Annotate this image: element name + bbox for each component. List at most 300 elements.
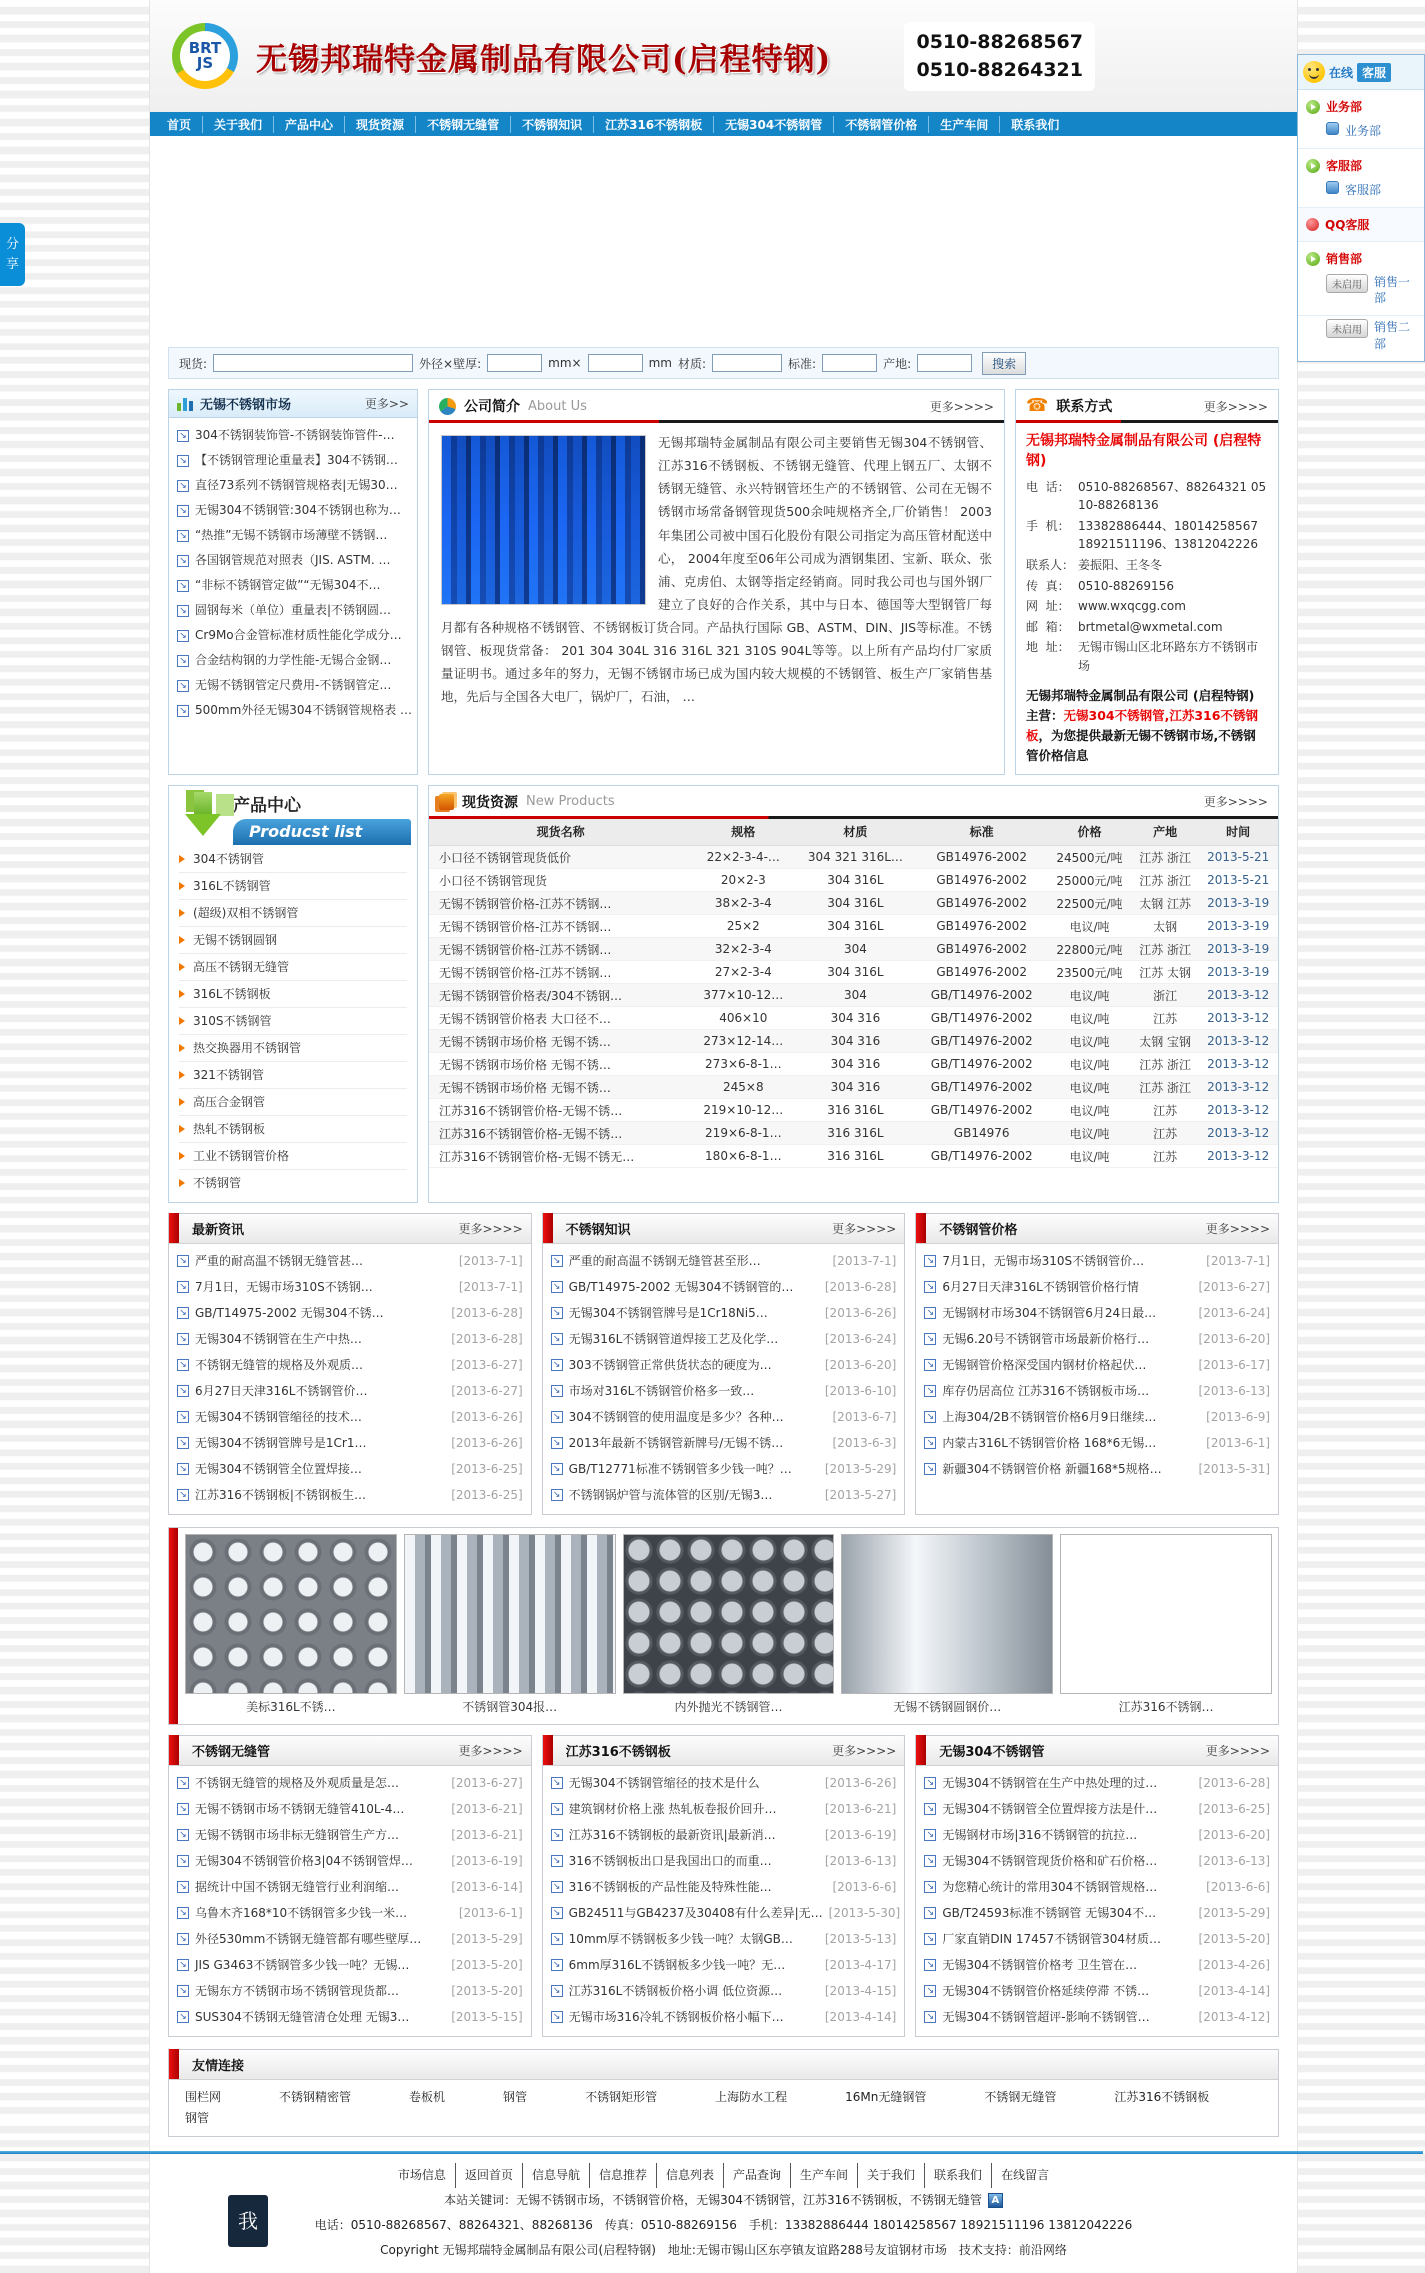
contact-row: 手 机： 13382886444、18014258567 18921511196、13812042226	[1026, 518, 1258, 552]
list-item: ↘ 厂家直销DIN 17457不锈钢管304材质… [2013-5-20]	[924, 1926, 1270, 1952]
stock-date-cell: 2013-3-12	[1198, 1099, 1278, 1122]
arrow-bullet-icon	[177, 1255, 189, 1267]
stock-spec-cell: 219×6-8-1…	[692, 1122, 794, 1145]
stock-name-input[interactable]	[213, 354, 413, 372]
arrow-bullet-icon	[177, 430, 189, 442]
arrow-bullet-icon	[924, 1881, 936, 1893]
arrow-bullet-icon	[177, 580, 189, 592]
gallery-item[interactable]	[841, 1534, 1053, 1720]
wall-thickness-input[interactable]	[588, 354, 643, 372]
outer-diameter-input[interactable]	[487, 354, 542, 372]
service-contact-sales1[interactable]: 未启用 销售一部	[1298, 271, 1424, 316]
gallery-item[interactable]	[404, 1534, 616, 1720]
phone-number-2: 0510-88264321	[916, 59, 1083, 81]
orange-arrow-icon	[179, 936, 185, 944]
footer-nav-item[interactable]: 产品查询	[723, 2163, 790, 2188]
arrow-bullet-icon	[177, 1855, 189, 1867]
friend-link[interactable]: 钢管	[503, 2089, 528, 2104]
market-more-link[interactable]: 更多>>	[364, 397, 409, 411]
about-body	[429, 423, 1004, 719]
nav-item[interactable]: 不锈钢无缝管	[415, 116, 510, 133]
stock-material-cell: 304 316L	[794, 892, 916, 915]
stock-origin-cell: 江苏	[1132, 1122, 1198, 1145]
nav-item[interactable]: 现货资源	[344, 116, 415, 133]
footer-nav-item[interactable]: 生产车间	[790, 2163, 857, 2188]
arrow-bullet-icon	[924, 1855, 936, 1867]
list-item: ↘ 304不锈钢管的使用温度是多少？各种… [2013-6-7]	[551, 1404, 897, 1430]
list-item: ↘ 无锡6.20号不锈钢管市场最新价格行… [2013-6-20]	[924, 1326, 1270, 1352]
news-more-link[interactable]: 更多>>>>	[458, 1221, 523, 1236]
header-phones	[904, 22, 1095, 91]
nav-item[interactable]: 无锡304不锈钢管	[713, 116, 833, 133]
market-list-item[interactable]: ↘ Cr9Mo合金管标准材质性能化学成分…	[177, 623, 409, 648]
market-list-item[interactable]: ↘ “热推”无锡不锈钢市场薄壁不锈钢…	[177, 523, 409, 548]
stock-date-cell: 2013-3-19	[1198, 915, 1278, 938]
news-box-price	[915, 1213, 1279, 1515]
stock-origin-cell: 江苏 浙江	[1132, 1053, 1198, 1076]
stock-material-cell: 316 316L	[794, 1145, 916, 1168]
bottom-box-title: 无锡304不锈钢管	[939, 1744, 1045, 1760]
stock-date-cell: 2013-5-21	[1198, 846, 1278, 869]
content-row-1	[168, 389, 1279, 775]
product-center-subtitle: Producst list	[233, 819, 411, 845]
footer-nav-item[interactable]: 返回首页	[455, 2163, 522, 2188]
bottom-more-link[interactable]: 更多>>>>	[458, 1743, 523, 1758]
stock-name-cell[interactable]: 无锡不锈钢市场价格 无锡不锈…	[429, 1053, 692, 1076]
news-more-link[interactable]: 更多>>>>	[832, 1221, 897, 1236]
qq-person-icon	[1306, 218, 1319, 231]
disabled-badge: 未启用	[1326, 319, 1368, 338]
list-item: ↘ 316不锈钢板出口是我国出口的而重… [2013-6-13]	[551, 1848, 897, 1874]
stock-origin-cell: 江苏	[1132, 1007, 1198, 1030]
arrow-bullet-icon	[551, 1985, 563, 1997]
service-kefu-label: 客服	[1357, 63, 1391, 82]
stock-origin-cell: 江苏	[1132, 1099, 1198, 1122]
friend-link[interactable]: 钢管	[185, 2110, 210, 2125]
arrow-bullet-icon	[551, 1933, 563, 1945]
news-box-knowledge	[542, 1213, 906, 1515]
stock-date-cell: 2013-3-12	[1198, 1076, 1278, 1099]
stock-price-cell: 电议/吨	[1047, 984, 1132, 1007]
friend-links-box	[168, 2049, 1279, 2137]
friend-link[interactable]: 不锈钢无缝管	[984, 2089, 1057, 2104]
stock-name-cell[interactable]: 小口径不锈钢管现货低价	[429, 846, 692, 869]
news-more-link[interactable]: 更多>>>>	[1205, 1221, 1271, 1236]
stock-spec-cell: 406×10	[692, 1007, 794, 1030]
online-service-panel	[1297, 54, 1425, 362]
stock-column-header: 规格	[692, 819, 794, 846]
standard-input[interactable]	[822, 354, 877, 372]
market-list-item[interactable]: ↘ 304不锈钢装饰管-不锈钢装饰管件-…	[177, 423, 409, 448]
contact-row: 网 址： www.wxqcgg.com	[1026, 599, 1186, 614]
summary-suffix: ，为您提供最新无锡不锈钢市场,不锈钢管价格信息	[1026, 727, 1256, 763]
bottom-box-header	[169, 1736, 531, 1766]
stock-more-link[interactable]: 更多>>>>	[1203, 795, 1268, 810]
contact-row: 电 话： 0510-88268567、88264321 0510-88268136	[1026, 479, 1267, 513]
stock-origin-cell: 江苏 太钢	[1132, 961, 1198, 984]
contact-company-name: 无锡邦瑞特金属制品有限公司 (启程特钢)	[1026, 433, 1262, 470]
phone-icon: ☎	[1026, 395, 1049, 416]
material-input[interactable]	[712, 354, 782, 372]
arrow-bullet-icon	[177, 705, 189, 717]
contact-summary	[1026, 686, 1268, 766]
stock-standard-cell: GB14976-2002	[916, 846, 1047, 869]
list-item: ↘ 6mm厚316L不锈钢板多少钱一吨？无… [2013-4-17]	[551, 1952, 897, 1978]
table-row	[429, 892, 1278, 915]
stock-origin-cell: 江苏 浙江	[1132, 846, 1198, 869]
table-row	[429, 869, 1278, 892]
market-list-item[interactable]: ↘ 【不锈钢管理论重量表】304不锈钢…	[177, 448, 409, 473]
arrow-bullet-icon	[551, 1281, 563, 1293]
orange-arrow-icon	[179, 1071, 185, 1079]
list-item: ↘ 无锡不锈钢市场不锈钢无缝管410L-4… [2013-6-21]	[177, 1796, 523, 1822]
arrow-bullet-icon	[177, 455, 189, 467]
friend-link[interactable]: 上海防水工程	[715, 2089, 788, 2104]
about-box-title-en: About Us	[528, 398, 587, 414]
market-list-item[interactable]: ↘ “非标不锈钢管定做”“无锡304不…	[177, 573, 409, 598]
table-row	[429, 1053, 1278, 1076]
stock-standard-cell: GB/T14976-2002	[916, 1007, 1047, 1030]
stock-date-cell: 2013-3-12	[1198, 1122, 1278, 1145]
product-list-item[interactable]: 不锈钢管	[179, 1170, 407, 1196]
list-item: ↘ 10mm厚不锈钢板多少钱一吨？太钢GB… [2013-5-13]	[551, 1926, 897, 1952]
market-list-item[interactable]: ↘ 500mm外径无锡304不锈钢管规格表 …	[177, 698, 409, 723]
list-item: ↘ GB/T14975-2002 无锡304不锈… [2013-6-28]	[177, 1300, 523, 1326]
arrow-bullet-icon	[177, 530, 189, 542]
gallery-item[interactable]	[185, 1534, 397, 1720]
arrow-bullet-icon	[551, 1307, 563, 1319]
main-container	[150, 0, 1297, 2273]
table-row	[429, 915, 1278, 938]
service-contact-sales2[interactable]: 未启用 销售二部	[1298, 316, 1424, 360]
arrow-bullet-icon	[177, 480, 189, 492]
product-photo	[841, 1534, 1053, 1694]
arrow-bullet-icon	[177, 1907, 189, 1919]
product-center-header	[169, 786, 417, 844]
list-item: ↘ 无锡304不锈钢管超评-影响不锈钢管… [2013-4-12]	[924, 2004, 1270, 2030]
footer-nav-item[interactable]: 信息导航	[522, 2163, 589, 2188]
stock-price-cell: 25000元/吨	[1047, 869, 1132, 892]
friend-link[interactable]: 卷板机	[409, 2089, 446, 2104]
list-item: ↘ 7月1日，无锡市场310S不锈钢… [2013-7-1]	[177, 1274, 523, 1300]
stock-date-cell: 2013-3-19	[1198, 961, 1278, 984]
stock-price-cell: 电议/吨	[1047, 1122, 1132, 1145]
stock-date-cell: 2013-5-21	[1198, 869, 1278, 892]
list-item: ↘ 建筑钢材价格上涨 热轧板卷报价回升… [2013-6-21]	[551, 1796, 897, 1822]
friend-link[interactable]: 16Mn无缝钢管	[845, 2089, 927, 2104]
list-item: ↘ 6月27日天津316L不锈钢管价… [2013-6-27]	[177, 1378, 523, 1404]
product-list-item[interactable]: 316L不锈钢板	[179, 981, 407, 1008]
stock-name-cell[interactable]: 无锡不锈钢管价格表/304不锈钢…	[429, 984, 692, 1007]
nav-item[interactable]: 联系我们	[999, 116, 1070, 133]
stock-origin-cell: 江苏 浙江	[1132, 1076, 1198, 1099]
service-section-sales: 销售部	[1298, 242, 1424, 271]
list-item: ↘ 无锡304不锈钢管牌号是1Cr18Ni5… [2013-6-26]	[551, 1300, 897, 1326]
news-box-latest	[168, 1213, 532, 1515]
about-box-header	[429, 390, 1004, 420]
product-list-item[interactable]: 工业不锈钢管价格	[179, 1143, 407, 1170]
arrow-bullet-icon	[177, 1463, 189, 1475]
friend-link[interactable]: 不锈钢精密管	[279, 2089, 352, 2104]
product-center-box	[168, 785, 418, 1203]
translate-icon[interactable]: A	[988, 2193, 1003, 2208]
news-row	[168, 1213, 1279, 1515]
footer-nav-item[interactable]: 信息推荐	[589, 2163, 656, 2188]
qq-icon	[1326, 181, 1339, 194]
stock-price-cell: 电议/吨	[1047, 1053, 1132, 1076]
stock-price-cell: 电议/吨	[1047, 1099, 1132, 1122]
product-list-item[interactable]: (超级)双相不锈钢管	[179, 900, 407, 927]
arrow-bullet-icon	[924, 1933, 936, 1945]
nav-item[interactable]: 生产车间	[928, 116, 999, 133]
friend-link[interactable]: 江苏316不锈钢板	[1114, 2089, 1210, 2104]
page-title: 无锡邦瑞特金属制品有限公司(启程特钢)	[256, 41, 832, 78]
footer-nav-item[interactable]: 联系我们	[924, 2163, 991, 2188]
product-list-item[interactable]: 321不锈钢管	[179, 1062, 407, 1089]
list-item: ↘ 无锡东方不锈钢市场不锈钢管现货都… [2013-5-20]	[177, 1978, 523, 2004]
table-row	[429, 1099, 1278, 1122]
stock-name-cell[interactable]: 无锡不锈钢管价格-江苏不锈钢…	[429, 938, 692, 961]
news-box-title: 不锈钢知识	[565, 1222, 631, 1238]
stock-name-cell[interactable]: 无锡不锈钢管价格-江苏不锈钢…	[429, 892, 692, 915]
friend-link[interactable]: 围栏网	[185, 2089, 222, 2104]
news-box-header	[543, 1214, 905, 1244]
product-list-item[interactable]: 热轧不锈钢板	[179, 1116, 407, 1143]
stock-standard-cell: GB/T14976-2002	[916, 1099, 1047, 1122]
orange-arrow-icon	[179, 909, 185, 917]
contact-more-link[interactable]: 更多>>>>	[1203, 399, 1268, 414]
nav-item[interactable]: 首页	[167, 117, 192, 132]
product-photo	[185, 1534, 397, 1694]
stock-material-cell: 304 316	[794, 1076, 916, 1099]
service-contact-business[interactable]: 业务部	[1298, 119, 1424, 149]
stock-origin-cell: 江苏 浙江	[1132, 938, 1198, 961]
stock-name-cell[interactable]: 江苏316不锈钢管价格-无锡不锈…	[429, 1099, 692, 1122]
search-button[interactable]: 搜索	[982, 352, 1026, 375]
stock-material-cell: 304 316L	[794, 869, 916, 892]
arrow-bullet-icon	[551, 1359, 563, 1371]
contact-box	[1015, 389, 1279, 775]
stock-spec-cell: 22×2-3-4-…	[692, 846, 794, 869]
qq-service-row[interactable]: QQ客服	[1298, 208, 1424, 242]
arrow-bullet-icon	[924, 1829, 936, 1841]
stock-box-title-en: New Products	[526, 794, 615, 810]
arrow-bullet-icon	[177, 1959, 189, 1971]
product-list-item[interactable]: 316L不锈钢管	[179, 873, 407, 900]
stock-material-cell: 304 316L	[794, 915, 916, 938]
arrow-bullet-icon	[551, 1463, 563, 1475]
stock-origin-cell: 江苏 浙江	[1132, 869, 1198, 892]
origin-input[interactable]	[917, 354, 972, 372]
gallery-caption: 无锡不锈钢圆钢价…	[893, 1699, 1002, 1714]
arrow-bullet-icon	[924, 1463, 936, 1475]
nav-item[interactable]: 关于我们	[202, 116, 273, 133]
keywords-label: 本站关键词：	[444, 2192, 517, 2207]
table-row	[429, 1030, 1278, 1053]
arrow-bullet-icon	[924, 1255, 936, 1267]
stock-material-cell: 316 316L	[794, 1122, 916, 1145]
stock-name-cell[interactable]: 小口径不锈钢管现货	[429, 869, 692, 892]
gallery-item[interactable]	[623, 1534, 835, 1720]
nav-item[interactable]: 不锈钢知识	[510, 116, 593, 133]
stock-price-cell: 电议/吨	[1047, 1145, 1132, 1168]
arrow-bullet-icon	[551, 1907, 563, 1919]
gallery-caption: 内外抛光不锈钢管…	[674, 1699, 783, 1714]
table-row	[429, 1122, 1278, 1145]
list-item: ↘ 新疆304不锈钢管价格 新疆168*5规格… [2013-5-31]	[924, 1456, 1270, 1482]
about-more-link[interactable]: 更多>>>>	[929, 399, 994, 414]
stock-spec-cell: 38×2-3-4	[692, 892, 794, 915]
stock-material-cell: 316 316L	[794, 1099, 916, 1122]
stock-price-cell: 22800元/吨	[1047, 938, 1132, 961]
arrow-bullet-icon	[177, 1333, 189, 1345]
bottom-row	[168, 1735, 1279, 2037]
stock-date-cell: 2013-3-19	[1198, 938, 1278, 961]
stock-box-title: 现货资源	[462, 794, 518, 811]
orange-arrow-icon	[179, 1098, 185, 1106]
bottom-more-link[interactable]: 更多>>>>	[832, 1743, 897, 1758]
bottom-box-304pipe	[915, 1735, 1279, 2037]
list-item: ↘ 316不锈钢板的产品性能及特殊性能… [2013-6-6]	[551, 1874, 897, 1900]
arrow-bullet-icon	[924, 1777, 936, 1789]
product-list-item[interactable]: 310S不锈钢管	[179, 1008, 407, 1035]
product-list-item[interactable]: 高压合金钢管	[179, 1089, 407, 1116]
nav-item[interactable]: 产品中心	[273, 116, 344, 133]
stock-name-cell[interactable]: 无锡不锈钢市场价格 无锡不锈…	[429, 1076, 692, 1099]
arrow-bullet-icon	[177, 1359, 189, 1371]
market-list-item[interactable]: ↘ 各国钢管规范对照表（JIS. ASTM. …	[177, 548, 409, 573]
bottom-more-link[interactable]: 更多>>>>	[1205, 1743, 1271, 1758]
arrow-bullet-icon	[551, 1255, 563, 1267]
arrow-bullet-icon	[551, 1437, 563, 1449]
contact-row: 地 址： 无锡市锡山区北环路东方不锈钢市场	[1026, 640, 1259, 673]
list-item: ↘ 江苏316不锈钢板|不锈钢板生… [2013-6-25]	[177, 1482, 523, 1508]
stock-spec-cell: 273×6-8-1…	[692, 1053, 794, 1076]
arrow-bullet-icon	[177, 605, 189, 617]
arrow-bullet-icon	[551, 1803, 563, 1815]
arrow-bullet-icon	[924, 1359, 936, 1371]
friend-link[interactable]: 不锈钢矩形管	[585, 2089, 658, 2104]
list-item: ↘ 严重的耐高温不锈钢无缝管甚… [2013-7-1]	[177, 1248, 523, 1274]
orange-arrow-icon	[179, 1044, 185, 1052]
stock-standard-cell: GB14976-2002	[916, 892, 1047, 915]
bar-chart-icon	[177, 397, 193, 411]
stock-column-header: 价格	[1047, 819, 1132, 846]
stock-spec-cell: 27×2-3-4	[692, 961, 794, 984]
product-list-item[interactable]: 高压不锈钢无缝管	[179, 954, 407, 981]
stock-box-header	[429, 786, 1278, 816]
about-box-title: 公司简介	[464, 399, 520, 415]
stock-name-cell[interactable]: 无锡不锈钢管价格-江苏不锈钢…	[429, 961, 692, 984]
list-item: ↘ 不锈钢无缝管的规格及外观质… [2013-6-27]	[177, 1352, 523, 1378]
product-list-item[interactable]: 304不锈钢管	[179, 846, 407, 873]
stock-name-cell[interactable]: 无锡不锈钢市场价格 无锡不锈…	[429, 1030, 692, 1053]
footer-nav-item[interactable]: 信息列表	[656, 2163, 723, 2188]
stock-name-cell[interactable]: 无锡不锈钢管价格表 大口径不…	[429, 1007, 692, 1030]
arrow-bullet-icon	[177, 1985, 189, 1997]
gallery-item[interactable]	[1060, 1534, 1272, 1720]
arrow-bullet-icon	[551, 1385, 563, 1397]
footer-nav-item[interactable]: 市场信息	[397, 2167, 446, 2182]
stock-name-cell[interactable]: 江苏316不锈钢管价格-无锡不锈…	[429, 1122, 692, 1145]
stock-standard-cell: GB/T14976-2002	[916, 984, 1047, 1007]
stock-date-cell: 2013-3-12	[1198, 1007, 1278, 1030]
list-item: ↘ 乌鲁木齐168*10不锈钢管多少钱一米… [2013-6-1]	[177, 1900, 523, 1926]
orange-arrow-icon	[179, 1125, 185, 1133]
list-item: ↘ 市场对316L不锈钢管价格多一致… [2013-6-10]	[551, 1378, 897, 1404]
footer-nav-item[interactable]: 在线留言	[991, 2163, 1058, 2188]
stock-origin-cell: 太钢 宝钢	[1132, 1030, 1198, 1053]
nav-item[interactable]: 江苏316不锈钢板	[593, 116, 713, 133]
list-item: ↘ 为您精心统计的常用304不锈钢管规格… [2013-6-6]	[924, 1874, 1270, 1900]
product-list-item[interactable]: 无锡不锈钢圆钢	[179, 927, 407, 954]
stock-spec-cell: 219×10-12…	[692, 1099, 794, 1122]
stock-name-cell[interactable]: 无锡不锈钢管价格-江苏不锈钢…	[429, 915, 692, 938]
table-row	[429, 984, 1278, 1007]
bottom-box-title: 江苏316不锈钢板	[565, 1744, 671, 1760]
disabled-badge: 未启用	[1326, 274, 1368, 293]
market-list-item[interactable]: ↘ 无锡不锈钢管定尺费用-不锈钢管定…	[177, 673, 409, 698]
gallery-caption: 美标316L不锈…	[246, 1699, 336, 1714]
list-item: ↘ 2013年最新不锈钢管新牌号/无锡不锈… [2013-6-3]	[551, 1430, 897, 1456]
stock-standard-cell: GB/T14976-2002	[916, 1076, 1047, 1099]
arrow-bullet-icon	[177, 1281, 189, 1293]
list-item: ↘ GB/T14975-2002 无锡304不锈钢管的… [2013-6-28]	[551, 1274, 897, 1300]
share-tab[interactable]: 分享	[0, 223, 25, 286]
gallery-caption: 江苏316不锈钢…	[1118, 1699, 1214, 1714]
product-list	[169, 844, 417, 1202]
arrow-bullet-icon	[924, 1411, 936, 1423]
stock-name-cell[interactable]: 江苏316不锈钢管价格-无锡不锈无…	[429, 1145, 692, 1168]
service-panel-header	[1298, 55, 1424, 90]
search-label-od: 外径×壁厚:	[419, 356, 482, 371]
stock-spec-cell: 25×2	[692, 915, 794, 938]
friend-links-header	[169, 2050, 1278, 2080]
search-label-origin: 产地:	[883, 356, 912, 371]
list-item: ↘ 无锡钢管价格深受国内钢材价格起伏… [2013-6-17]	[924, 1352, 1270, 1378]
product-center-title: 产品中心	[233, 795, 301, 816]
globe-icon	[439, 398, 456, 415]
table-row	[429, 961, 1278, 984]
product-list-item[interactable]: 热交换器用不锈钢管	[179, 1035, 407, 1062]
footer-keywords-line	[150, 2188, 1297, 2213]
footer-nav-item[interactable]: 关于我们	[857, 2163, 924, 2188]
contact-row: 传 真： 0510-88269156	[1026, 578, 1174, 593]
service-contact-support[interactable]: 客服部	[1298, 178, 1424, 208]
list-item: ↘ 无锡304不锈钢管价格考 卫生管在… [2013-4-26]	[924, 1952, 1270, 1978]
list-item: ↘ 江苏316L不锈钢板价格小调 低位资源… [2013-4-15]	[551, 1978, 897, 2004]
stock-standard-cell: GB14976-2002	[916, 869, 1047, 892]
arrow-bullet-icon	[177, 630, 189, 642]
market-list-item[interactable]: ↘ 直径73系列不锈钢管规格表|无锡30…	[177, 473, 409, 498]
list-item: ↘ 无锡304不锈钢管牌号是1Cr1… [2013-6-26]	[177, 1430, 523, 1456]
arrow-bullet-icon	[177, 1437, 189, 1449]
market-list-item[interactable]: ↘ 合金结构钢的力学性能-无锡合金钢…	[177, 648, 409, 673]
arrow-bullet-icon	[551, 1829, 563, 1841]
nav-item[interactable]: 不锈钢管价格	[833, 116, 928, 133]
arrow-bullet-icon	[177, 2011, 189, 2023]
smiley-icon	[1303, 61, 1325, 83]
market-list-item[interactable]: ↘ 无锡304不锈钢管:304不锈钢也称为…	[177, 498, 409, 523]
market-list-item[interactable]: ↘ 圆钢每米（单位）重量表|不锈钢圆…	[177, 598, 409, 623]
service-section-support: 客服部	[1298, 149, 1424, 178]
stock-search-bar	[168, 347, 1279, 379]
arrow-bullet-icon	[177, 680, 189, 692]
stock-date-cell: 2013-3-19	[1198, 892, 1278, 915]
arrow-bullet-icon	[924, 1333, 936, 1345]
logo-text-1: BRT	[188, 39, 222, 57]
bottom-box-header	[916, 1736, 1278, 1766]
